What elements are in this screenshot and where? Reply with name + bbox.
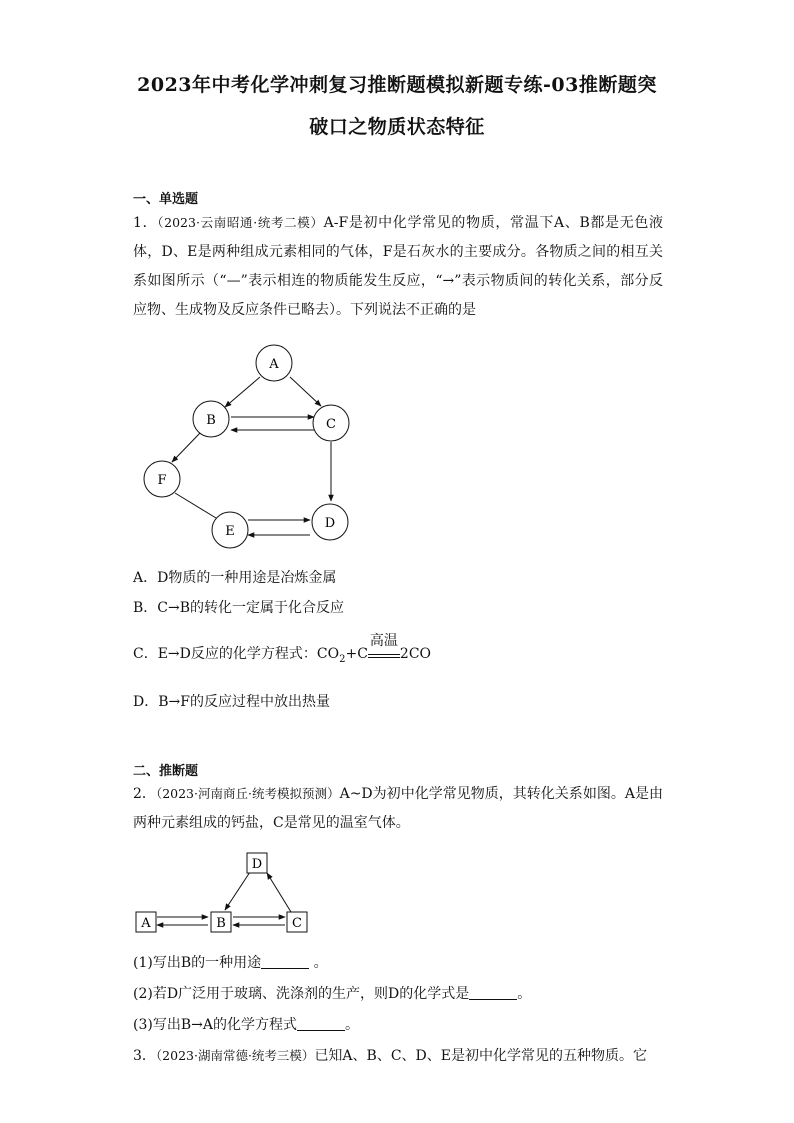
question-2-part-2 xyxy=(133,983,531,1003)
node-c xyxy=(287,912,307,932)
section-heading-single-choice: 一、单选题 xyxy=(133,192,199,207)
node-a xyxy=(136,912,156,932)
question-source: （2023·湖南常德·统考三模） xyxy=(155,1048,315,1063)
arrow-a-to-b xyxy=(225,377,260,407)
question-1-stem xyxy=(133,208,663,325)
node-d xyxy=(312,504,348,540)
node-c-label: C xyxy=(292,916,302,931)
question-2-part-3 xyxy=(133,1014,359,1034)
reaction-condition xyxy=(368,633,400,658)
part-3-text: (3)写出B→A的化学方程式 xyxy=(133,1017,297,1033)
arrow-d-to-b xyxy=(225,872,250,910)
option-c-prefix: C．E→D反应的化学方程式： xyxy=(133,646,317,662)
node-b-label: B xyxy=(216,916,226,931)
node-b-label: B xyxy=(206,413,216,428)
node-a-label: A xyxy=(141,916,151,931)
condition-label: 高温 xyxy=(369,633,398,649)
question-number: 2． xyxy=(133,786,156,802)
node-b xyxy=(193,401,229,437)
option-a[interactable]: A．D物质的一种用途是冶炼金属 xyxy=(133,570,337,586)
page-title-line2: 破口之物质状态特征 xyxy=(309,116,485,138)
node-d xyxy=(247,853,267,873)
option-c[interactable] xyxy=(133,633,432,665)
node-d-label: D xyxy=(324,516,336,531)
node-a xyxy=(256,345,292,381)
line-f-e xyxy=(175,493,216,518)
node-e-label: E xyxy=(225,524,235,539)
formula-reactant2: +C xyxy=(345,646,368,662)
question-text: A-F是初中化学常见的物质，常温下A、B都是无色液体，D、E是两种组成元素相同的气体，F是石灰水的主要成分。各物质之间的相互关系如图所示（“—”表示相连的物质能发生反应，“→”表示物质间的转化关系，部分反应物、生成物及反应条件已略去）。下列说法不正确的是 xyxy=(133,215,664,318)
question-number: 1． xyxy=(133,215,158,231)
node-a-label: A xyxy=(269,357,279,372)
answer-blank[interactable] xyxy=(297,1016,345,1031)
page-title-line1: 2023年中考化学冲刺复习推断题模拟新题专练-03推断题突 xyxy=(137,74,657,96)
equals-bar xyxy=(368,654,400,658)
question-number: 3． xyxy=(133,1048,156,1064)
arrow-b-to-f xyxy=(172,433,200,462)
node-b xyxy=(211,912,231,932)
node-c xyxy=(313,405,349,441)
node-e xyxy=(212,512,248,548)
formula-reactant1-subscript: 2 xyxy=(339,653,346,665)
option-b[interactable]: B．C→B的转化一定属于化合反应 xyxy=(133,600,345,616)
arrow-c-to-d xyxy=(267,873,291,912)
part-3-end: 。 xyxy=(344,1017,359,1033)
node-f xyxy=(144,461,180,497)
option-d[interactable]: D．B→F的反应过程中放出热量 xyxy=(133,694,330,710)
formula-product: 2CO xyxy=(399,646,432,662)
part-1-text: (1)写出B的一种用途 xyxy=(133,955,262,971)
question-3-stem xyxy=(133,1045,647,1065)
part-2-end: 。 xyxy=(517,986,532,1002)
question-1-diagram xyxy=(130,335,360,555)
formula-reactant1: CO xyxy=(316,646,340,662)
node-f-label: F xyxy=(157,473,167,488)
question-text: A~D为初中化学常见物质，其转化关系如图。A是由两种元素组成的钙盐，C是常见的温室气体。 xyxy=(133,786,663,831)
answer-blank[interactable] xyxy=(261,954,309,969)
node-c-label: C xyxy=(326,417,336,432)
question-2-stem xyxy=(133,779,663,838)
question-source: （2023·云南昭通·统考二模） xyxy=(157,215,324,230)
node-d-label: D xyxy=(251,857,263,872)
arrow-a-to-c xyxy=(290,377,321,406)
question-2-part-1 xyxy=(133,952,328,972)
answer-blank[interactable] xyxy=(469,985,517,1000)
section-heading-inference: 二、推断题 xyxy=(133,764,199,779)
question-text: 已知A、B、C、D、E是初中化学常见的五种物质。它 xyxy=(314,1048,647,1064)
part-1-end: 。 xyxy=(313,955,328,971)
question-2-diagram xyxy=(130,850,320,935)
part-2-text: (2)若D广泛用于玻璃、洗涤剂的生产，则D的化学式是 xyxy=(133,986,470,1002)
question-source: （2023·河南商丘·统考模拟预测） xyxy=(155,786,340,801)
